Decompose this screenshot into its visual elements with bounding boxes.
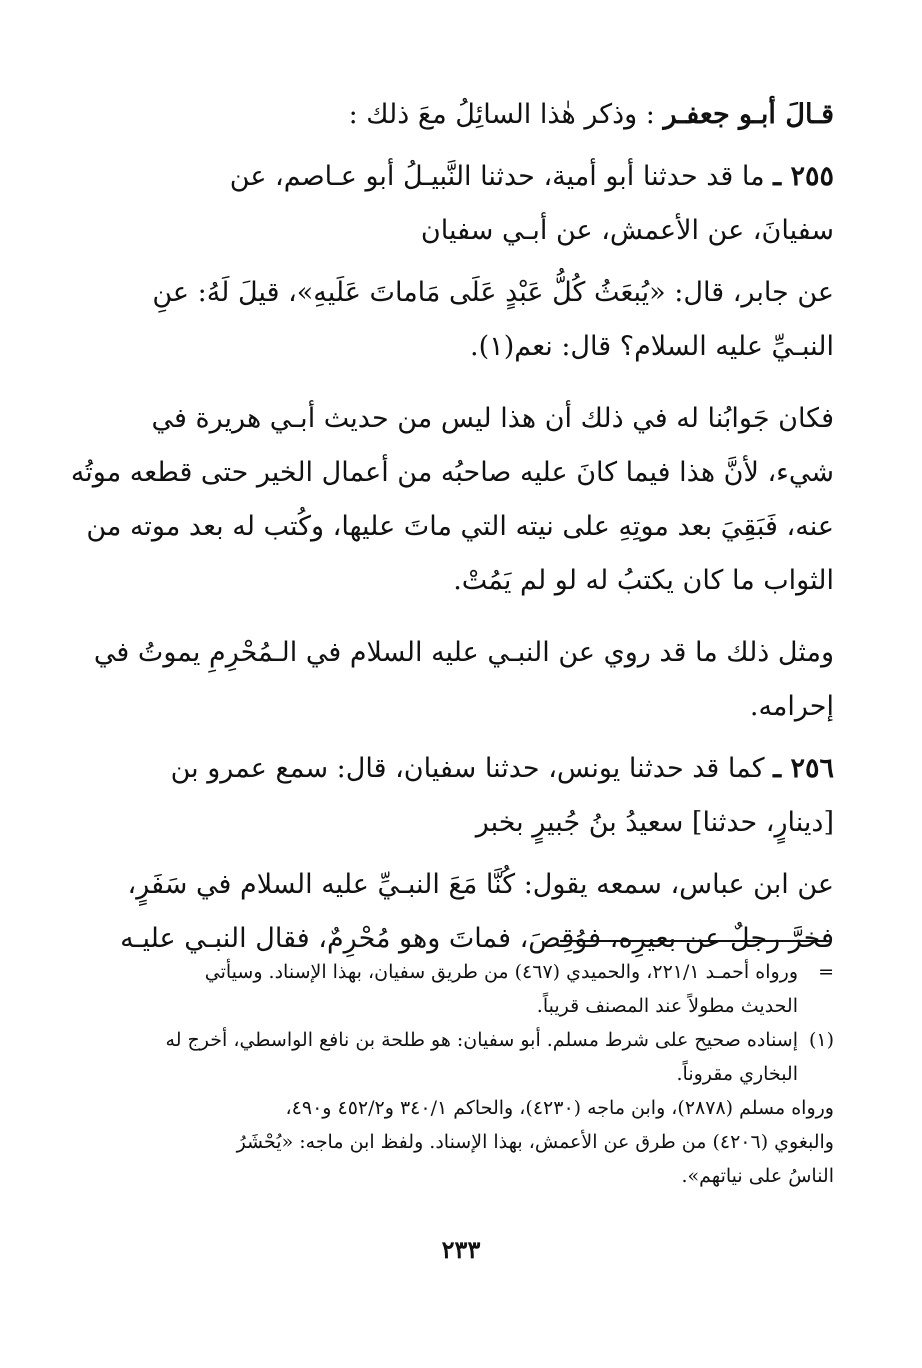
- hadith-255-line-1: [128, 150, 834, 204]
- paragraph-jabir-line-2: النبـيِّ عليه السلام؟ قال: نعم(١).: [470, 331, 834, 362]
- hadith-255-isnad: [128, 150, 834, 258]
- footnote-1b-line-3: الناسُ على نياتهم».: [681, 1165, 834, 1187]
- hadith-256-line-1: [128, 742, 834, 796]
- paragraph-answer: [70, 392, 834, 608]
- paragraph-jabir-line-1: عن جابر، قال: «يُبعَثُ كُلُّ عَبْدٍ عَلَى مَاماتَ عَلَيهِ»، قيلَ لَهُ: عنِ: [152, 277, 834, 308]
- footnote-1b-line-2: والبغوي (٤٢٠٦) من طرق عن الأعمش، بهذا الإسناد. ولفظ ابن ماجه: «يُحْشَرُ: [236, 1131, 834, 1153]
- hadith-256-line-2: [دينارٍ، حدثنا] سعيدُ بنُ جُبيرٍ بخبر: [475, 807, 834, 838]
- footnote-1-line-1: إسناده صحيح على شرط مسلم. أبو سفيان: هو طلحة بن نافع الواسطي، أخرج له: [165, 1029, 798, 1051]
- paragraph-muhrim-line-2: إحرامه.: [749, 691, 834, 722]
- paragraph-answer-line-4: الثواب ما كان يكتبُ له لو لم يَمُتْ.: [453, 565, 834, 596]
- footnote-1b-line-1: ورواه مسلم (٢٨٧٨)، وابن ماجه (٤٢٣٠)، والحاكم ٣٤٠/١ و٤٥٢/٢ و٤٩٠،: [285, 1097, 834, 1119]
- footnote-1-continued: [128, 1091, 834, 1193]
- page-number: ٢٣٣: [441, 1235, 481, 1264]
- footnote-1-line-2: البخاري مقروناً.: [676, 1063, 798, 1085]
- paragraph-muhrim-line-1: ومثل ذلك ما قد روي عن النبـي عليه السلام في الـمُحْرِمِ يموتُ في: [93, 637, 834, 668]
- hadith-255-text-1: ما قد حدثنا أبو أمية، حدثنا النَّبيـلُ أبو عـاصم، عن: [229, 161, 765, 192]
- paragraph-ibn-abbas-line-2: فخرَّ رجلٌ عن بعيرِه، فوُقِصَ، فماتَ وهو مُحْرِمٌ، فقال النبـي عليـه: [120, 923, 834, 954]
- paragraph-answer-line-1: فكان جَوابُنا له في ذلك أن هذا ليس من حديث أبـي هريرة في: [151, 403, 834, 434]
- paragraph-muhrim: [93, 626, 834, 734]
- author-label: قـالَ أبـو جعفـر: [663, 99, 834, 130]
- heading-text: : وذكر هٰذا السائِلُ معَ ذلك :: [348, 99, 655, 130]
- footnotes: [128, 955, 834, 1193]
- footnote-continued-line-1: ورواه أحمـد ٢٢١/١، والحميدي (٤٦٧) من طريق سفيان، بهذا الإسناد. وسيأتي: [204, 961, 798, 983]
- footnote-continued: [128, 955, 834, 1023]
- paragraph-ibn-abbas: [120, 858, 834, 966]
- footnote-1-mark: (١): [808, 1029, 834, 1051]
- paragraph-answer-line-2: شيء، لأنَّ هذا فيما كانَ عليه صاحبُه من أعمال الخير حتى قطعه موتُه: [70, 457, 834, 488]
- paragraph-jabir: [128, 266, 834, 374]
- continuation-mark: =: [818, 961, 834, 983]
- opening-heading: [128, 88, 834, 142]
- hadith-255-line-2: سفيانَ، عن الأعمش، عن أبـي سفيان: [420, 215, 834, 246]
- hadith-number-255: ٢٥٥ ـ: [773, 161, 834, 192]
- hadith-number-256: ٢٥٦ ـ: [773, 753, 834, 784]
- footnote-continued-line-2: الحديث مطولاً عند المصنف قريباً.: [536, 995, 798, 1017]
- hadith-256-isnad: [128, 742, 834, 850]
- paragraph-answer-line-3: عنه، فَبَقِيَ بعد موتِهِ على نيته التي ماتَ عليها، وكُتب له بعد موته من: [86, 511, 834, 542]
- hadith-256-text-1: كما قد حدثنا يونس، حدثنا سفيان، قال: سمع عمرو بن: [170, 753, 765, 784]
- footnote-separator: [560, 940, 828, 942]
- main-text: [70, 88, 834, 974]
- footnote-1: [128, 1023, 834, 1091]
- paragraph-ibn-abbas-line-1: عن ابن عباس، سمعه يقول: كُنَّا مَعَ النبـيِّ عليه السلام في سَفَرٍ،: [127, 869, 834, 900]
